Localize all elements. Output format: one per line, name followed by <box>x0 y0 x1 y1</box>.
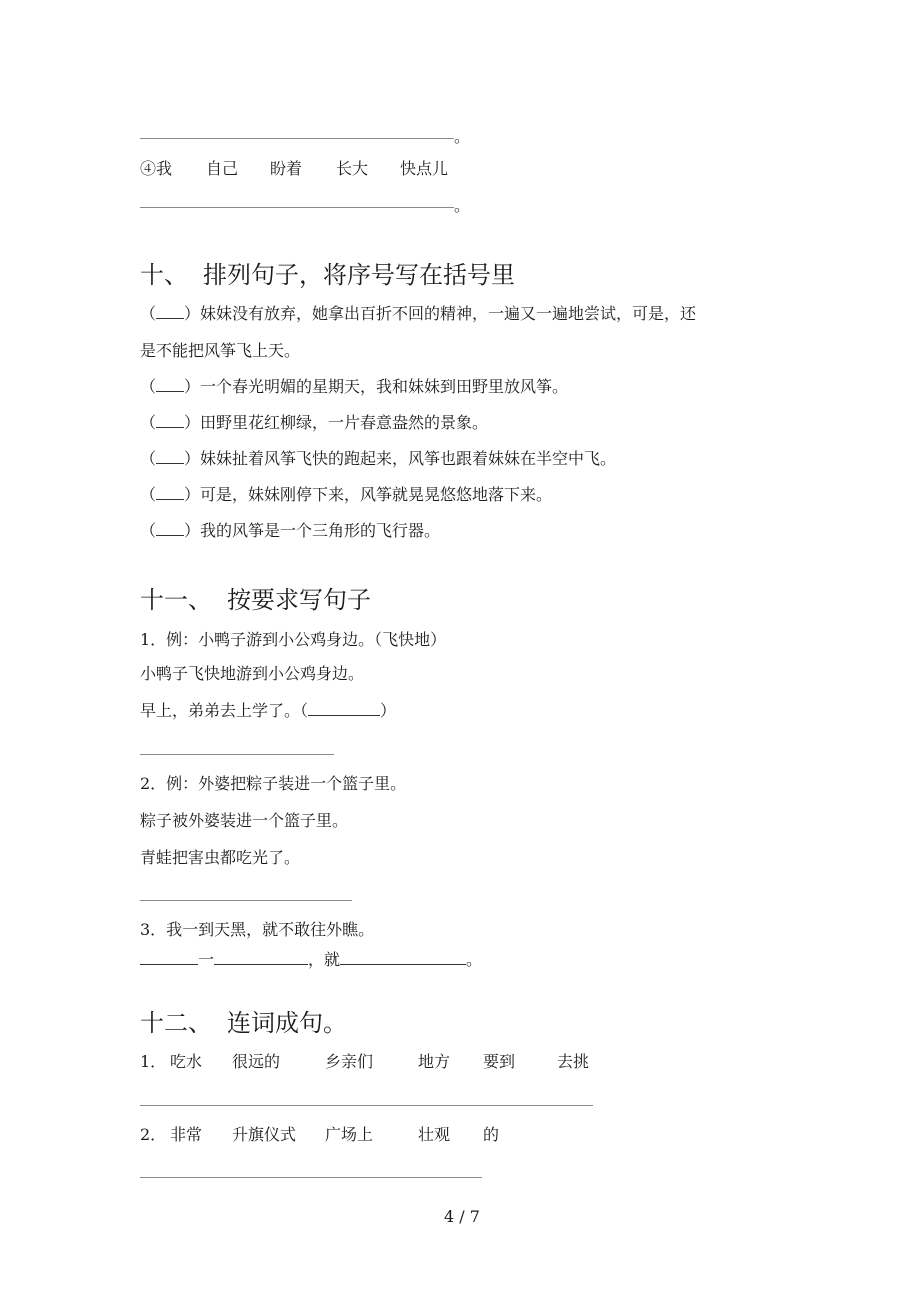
ordering-item: （ ）田野里花红柳绿，一片春意盎然的景象。 <box>140 413 489 432</box>
example-answer: 粽子被外婆装进一个篮子里。 <box>140 811 349 830</box>
word-chip: 乡亲们 <box>325 1052 374 1071</box>
answer-line[interactable] <box>140 900 352 901</box>
question-task: 青蛙把害虫都吃光了。 <box>140 848 301 867</box>
word-chip: 要到 <box>483 1052 516 1071</box>
answer-blank[interactable] <box>308 701 380 716</box>
example-answer: 小鸭子飞快地游到小公鸡身边。 <box>140 664 365 683</box>
word-chip: 广场上 <box>325 1125 374 1144</box>
answer-line[interactable] <box>140 1105 593 1106</box>
question-task: 早上，弟弟去上学了。（ ） <box>140 701 397 720</box>
word-chip: 去挑 <box>557 1052 590 1071</box>
end-mark: 。 <box>454 196 471 215</box>
ordering-item: （ ）妹妹没有放弃，她拿出百折不回的精神，一遍又一遍地尝试，可是，还 <box>140 304 697 323</box>
answer-blank[interactable] <box>340 950 466 965</box>
end-mark: 。 <box>454 127 471 146</box>
answer-line[interactable] <box>140 1177 482 1178</box>
section-number: 十二、 <box>140 1009 212 1037</box>
word-chip: 长大 <box>336 159 369 178</box>
section-number: 十、 <box>140 261 188 289</box>
word-chip: 的 <box>483 1125 500 1144</box>
question-text: 3．我一到天黑，就不敢往外瞧。 <box>140 920 375 939</box>
answer-blank[interactable] <box>140 950 198 965</box>
word-chip: 升旗仪式 <box>232 1125 297 1144</box>
answer-line <box>140 207 454 208</box>
answer-blank[interactable] <box>156 521 184 536</box>
answer-blank[interactable] <box>156 304 184 319</box>
section-title: 按要求写句子 <box>227 586 371 614</box>
ordering-item: （ ）妹妹扯着风筝飞快的跑起来，风筝也跟着妹妹在半空中飞。 <box>140 449 617 468</box>
ordering-item: （ ）一个春光明媚的星期天，我和妹妹到田野里放风筝。 <box>140 377 569 396</box>
word-chip: 自己 <box>206 159 239 178</box>
word-chip: 地方 <box>418 1052 451 1071</box>
answer-blank[interactable] <box>156 485 184 500</box>
word-chip: 壮观 <box>418 1125 451 1144</box>
answer-blank[interactable] <box>214 950 308 965</box>
fill-in-sentence: 一 ，就 。 <box>140 947 482 970</box>
word-chip: 非常 <box>170 1125 203 1144</box>
ordering-item: （ ）我的风筝是一个三角形的飞行器。 <box>140 521 441 540</box>
word-chip: 很远的 <box>232 1052 281 1071</box>
word-chip: 盼着 <box>270 159 303 178</box>
answer-blank[interactable] <box>156 377 184 392</box>
question-number: 2． <box>140 1125 167 1144</box>
answer-line <box>140 138 454 139</box>
word-chip: ④我 <box>140 159 173 178</box>
section-number: 十一、 <box>140 586 212 614</box>
page-number: 4 / 7 <box>444 1207 480 1226</box>
ordering-item: （ ）可是，妹妹刚停下来，风筝就晃晃悠悠地落下来。 <box>140 485 553 504</box>
question-example: 1．例：小鸭子游到小公鸡身边。（飞快地） <box>140 630 447 649</box>
word-chip: 快点儿 <box>400 159 449 178</box>
answer-blank[interactable] <box>156 413 184 428</box>
question-number: 1． <box>140 1052 167 1071</box>
question-example: 2．例：外婆把粽子装进一个篮子里。 <box>140 774 407 793</box>
answer-blank[interactable] <box>156 449 184 464</box>
word-chip: 吃水 <box>170 1052 203 1071</box>
section-title: 连词成句。 <box>227 1009 347 1037</box>
section-title: 排列句子，将序号写在括号里 <box>203 261 515 289</box>
answer-line[interactable] <box>140 754 334 755</box>
sentence-continuation: 是不能把风筝飞上天。 <box>140 341 301 360</box>
